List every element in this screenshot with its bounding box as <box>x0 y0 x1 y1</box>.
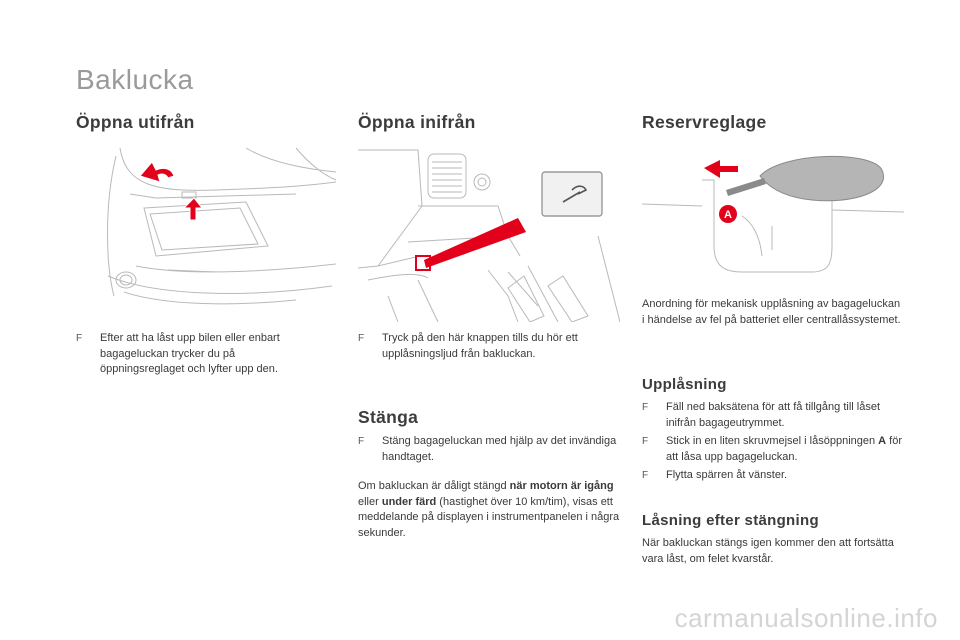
list-item: F Efter att ha låst upp bilen eller enbart bagageluckan trycker du på öppningsreglaget och lyfter upp den. <box>76 332 280 375</box>
backup-lock-illustration <box>642 146 904 276</box>
heading-lock-after-close: Låsning efter stängning <box>642 512 819 529</box>
bullet-marker: F <box>642 470 649 481</box>
list-item: F Stäng bagageluckan med hjälp av det invändiga handtaget. <box>358 435 617 463</box>
open-outside-bullets <box>76 331 316 381</box>
heading-close: Stänga <box>358 407 419 427</box>
watermark: carmanualsonline.info <box>674 603 938 633</box>
unlock-bullets <box>642 400 904 484</box>
heading-open-inside: Öppna inifrån <box>358 112 476 132</box>
close-warning-paragraph: Om bakluckan är dåligt stängd när motorn är igång eller under färd (hastighet över 10 km/tim), visas ett meddelande på displayen i instrumentpanelen i några sekunder. <box>358 480 620 539</box>
list-item: F Tryck på den här knappen tills du hör ett upplåsningsljud från bakluckan. <box>358 332 578 360</box>
page-title: Baklucka <box>76 64 194 95</box>
list-item: F Stick in en liten skruvmejsel i låsöppningen A för att låsa upp bagageluckan. <box>642 435 903 463</box>
list-item: F Flytta spärren åt vänster. <box>642 468 904 484</box>
bullet-marker: F <box>358 436 365 447</box>
heading-unlock: Upplåsning <box>642 376 727 393</box>
open-inside-bullets <box>358 331 618 365</box>
bullet-marker: F <box>642 402 649 413</box>
tailgate-exterior-illustration <box>96 146 336 322</box>
marker-a-label: A <box>724 209 732 221</box>
bullet-marker: F <box>358 333 365 344</box>
list-item: F Fäll ned baksätena för att få tillgång till låset inifrån bagageutrymmet. <box>642 401 881 429</box>
heading-open-outside: Öppna utifrån <box>76 112 195 132</box>
heading-backup-control: Reservreglage <box>642 112 767 132</box>
backup-intro: Anordning för mekanisk upplåsning av bagageluckan i händelse av fel på batteriet eller centrallåssystemet. <box>642 298 901 326</box>
lock-after-close-text: När bakluckan stängs igen kommer den att fortsätta vara låst, om felet kvarstår. <box>642 537 894 565</box>
dashboard-button-illustration <box>358 146 620 322</box>
bullet-marker: F <box>642 436 649 447</box>
bullet-marker: F <box>76 333 83 344</box>
close-bullets <box>358 434 618 468</box>
